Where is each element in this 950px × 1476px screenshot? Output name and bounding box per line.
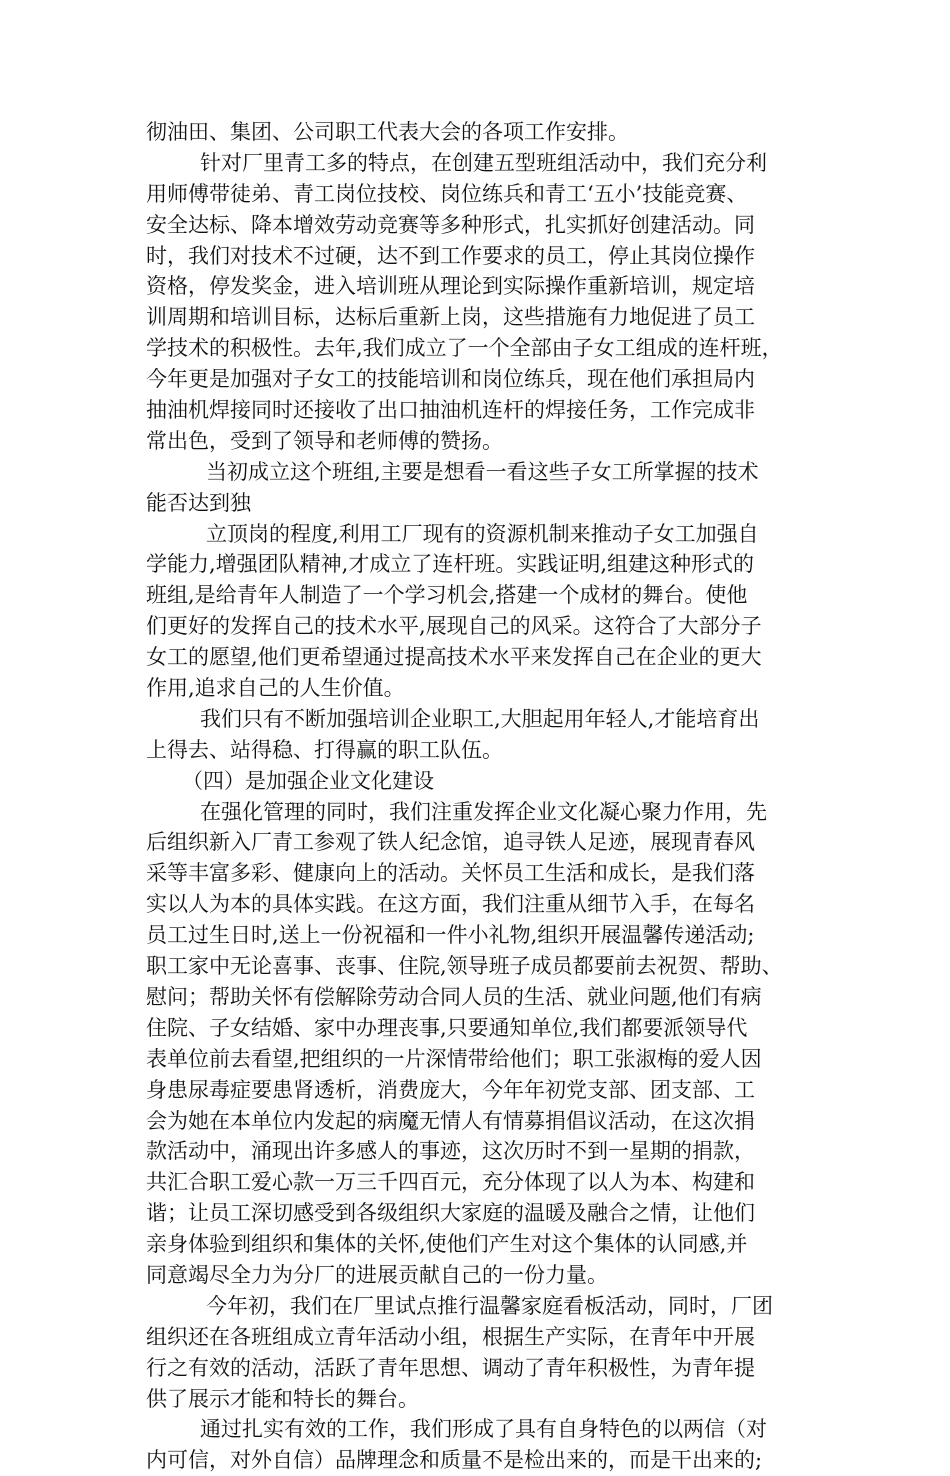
text-line: 安全达标、降本增效劳动竞赛等多种形式，扎实抓好创建活动。同	[146, 212, 755, 237]
text-line: 亲身体验到组织和集体的关怀,使他们产生对这个集体的认同感,并	[146, 1232, 748, 1257]
text-line: 女工的愿望,他们更希望通过提高技术水平来发挥自己在企业的更大	[146, 645, 762, 670]
text-line: 员工过生日时,送上一份祝福和一件小礼物,组织开展温馨传递活动;	[146, 923, 755, 948]
text-line: 职工家中无论喜事、丧事、住院,领导班子成员都要前去祝贺、帮助、	[146, 954, 783, 979]
text-line: 慰问；帮助关怀有偿解除劳动合同人员的生活、就业问题,他们有病	[146, 984, 762, 1009]
document-body	[146, 117, 810, 1476]
text-line: 实以人为本的具体实践。在这方面，我们注重从细节入手，在每名	[146, 892, 755, 917]
text-line: 组织还在各班组成立青年活动小组，根据生产实际，在青年中开展	[146, 1324, 755, 1349]
text-line: 后组织新入厂青工参观了铁人纪念馆，追寻铁人足迹，展现青春风	[146, 830, 755, 855]
text-line: 资格，停发奖金，进入培训班从理论到实际操作重新培训，规定培	[146, 274, 755, 299]
text-line: 供了展示才能和特长的舞台。	[146, 1386, 419, 1411]
text-line: 训周期和培训目标，达标后重新上岗，这些措施有力地促进了员工	[146, 305, 755, 330]
text-line: （四）是加强企业文化建设	[182, 768, 434, 793]
text-line: 针对厂里青工多的特点，在创建五型班组活动中，我们充分利	[200, 150, 767, 175]
text-line: 行之有效的活动，活跃了青年思想、调动了青年积极性，为青年提	[146, 1355, 755, 1380]
text-line: 当初成立这个班组,主要是想看一看这些子女工所掌握的技术	[206, 459, 759, 484]
text-line: 今年初，我们在厂里试点推行温馨家庭看板活动，同时，厂团	[206, 1293, 773, 1318]
text-line: 身患尿毒症要患肾透析，消费庞大，今年年初党支部、团支部、工	[146, 1077, 755, 1102]
text-line: 内可信，对外自信）品牌理念和质量不是检出来的，而是干出来的;	[146, 1448, 763, 1473]
text-line: 通过扎实有效的工作，我们形成了具有自身特色的以两信（对	[200, 1417, 767, 1442]
text-line: 款活动中，涌现出许多感人的事迹，这次历时不到一星期的捐款，	[146, 1139, 755, 1164]
text-line: 在强化管理的同时，我们注重发挥企业文化凝心聚力作用，先	[200, 799, 767, 824]
text-line: 会为她在本单位内发起的病魔无情人有情募捐倡议活动，在这次捐	[146, 1108, 755, 1133]
text-line: 学能力,增强团队精神,才成立了连杆班。实践证明,组建这种形式的	[146, 552, 755, 577]
text-line: 表单位前去看望,把组织的一片深情带给他们；职工张淑梅的爱人因	[146, 1046, 762, 1071]
text-line: 今年更是加强对子女工的技能培训和岗位练兵，现在他们承担局内	[146, 367, 755, 392]
text-line: 共汇合职工爱心款一万三千四百元，充分体现了以人为本、构建和	[146, 1170, 755, 1195]
text-line: 我们只有不断加强培训企业职工,大胆起用年轻人,才能培育出	[200, 706, 760, 731]
text-line: 时，我们对技术不过硬，达不到工作要求的员工，停止其岗位操作	[146, 243, 755, 268]
text-line: 抽油机焊接同时还接收了出口抽油机连杆的焊接任务，工作完成非	[146, 398, 755, 423]
text-line: 住院、子女结婚、家中办理丧事,只要通知单位,我们都要派领导代	[146, 1015, 748, 1040]
text-line: 同意竭尽全力为分厂的进展贡献自己的一份力量。	[146, 1262, 608, 1287]
text-line: 谐；让员工深切感受到各级组织大家庭的温暖及融合之情，让他们	[146, 1201, 755, 1226]
text-line: 采等丰富多彩、健康向上的活动。关怀员工生活和成长，是我们落	[146, 861, 755, 886]
text-line: 常出色，受到了领导和老师傅的赞扬。	[146, 428, 503, 453]
text-line: 学技术的积极性。去年,我们成立了一个全部由子女工组成的连杆班，	[146, 336, 783, 361]
text-line: 们更好的发挥自己的技术水平,展现自己的风采。这符合了大部分子	[146, 614, 762, 639]
text-line: 彻油田、集团、公司职工代表大会的各项工作安排。	[146, 120, 629, 144]
text-line: 能否达到独	[146, 490, 251, 515]
text-line: 班组,是给青年人制造了一个学习机会,搭建一个成材的舞台。使他	[146, 583, 748, 608]
text-line: 作用,追求自己的人生价值。	[146, 676, 405, 701]
text-line: 上得去、站得稳、打得赢的职工队伍。	[146, 737, 503, 762]
text-line: 立顶岗的程度,利用工厂现有的资源机制来推动子女工加强自	[206, 521, 759, 546]
text-line: 用师傅带徒弟、青工岗位技校、岗位练兵和青工‘五小’技能竞赛、	[146, 181, 748, 206]
